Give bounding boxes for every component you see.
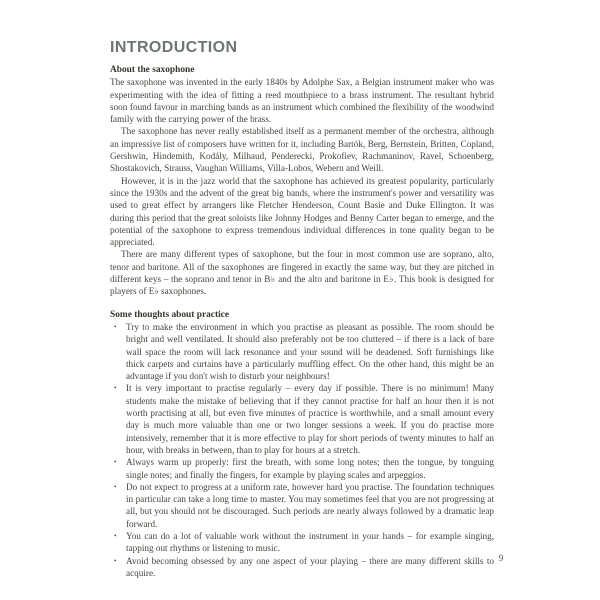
bullet-icon: • [114,458,117,467]
list-item [110,321,494,382]
list-item [110,555,494,580]
section-practice-thoughts [110,309,494,580]
list-item-text: Do not expect to progress at a uniform rate, however hard you practise. The foundation techniques in particular can take a long time to master. You may sometimes feel that you are not progressing at all, but you should not be discouraged. Such periods are nearly always followed by a dramatic leap forward. [126,481,494,529]
paragraph: The saxophone has never really established itself as a permanent member of the orchestra, although an impressive list of composers have written for it, including Bartók, Berg, Bernstein, Britten, Copland, Gershwin, Hindemith, Kodály, Milhaud, Penderecki, Prokofiev, Rachmaninov, Ravel, Schoenberg, Shostakovich, Strauss, Vaughan Williams, Villa-Lobos, Webern and Weill. [110,126,494,174]
section-heading-about-saxophone: About the saxophone [110,65,195,75]
page-title: INTRODUCTION [110,39,238,56]
list-item [110,481,494,530]
list-item-text: Always warm up properly: first the breath, with some long notes; then the tongue, by tonguing single notes; and finally the fingers, for example by playing scales and arpeggios. [126,457,494,480]
list-item [110,456,494,481]
paragraph: There are many different types of saxophone, but the four in most common use are soprano, alto, tenor and baritone. All of the saxophones are fingered in exactly the same way, but they are pitched in different keys – the soprano and tenor in B♭ and the alto and baritone in E♭. This book is designed for players of E♭ saxophones. [110,249,494,297]
page-content [110,40,494,579]
practice-tips-list [110,321,494,579]
paragraph: The saxophone was invented in the early 1840s by Adolphe Sax, a Belgian instrument maker who was experimenting with the idea of fitting a reed mouthpiece to a brass instrument. The resultant hybrid soon found favour in marching bands as an instrument which combined the flexibility of the woodwind family with the carrying power of the brass. [110,77,494,125]
bullet-icon: • [114,531,117,540]
section-about-the-saxophone [110,64,494,298]
bullet-icon: • [114,556,117,565]
page-number: 9 [498,554,504,564]
list-item-text: You can do a lot of valuable work without the instrument in your hands – for example singing, tapping out rhythms or listening to music. [126,530,494,554]
paragraph: However, it is in the jazz world that the saxophone has achieved its greatest popularity, particularly since the 1930s and the advent of the great big bands, where the instrument's power and versatility was used to great effect by arrangers like Fletcher Henderson, Count Basie and Duke Ellington. It was during this period that the great soloists like Johnny Hodges and Benny Carter began to emerge, and the potential of the saxophone to express tremendous individual differences in tone quality began to be appreciated. [110,175,494,248]
list-item-text: Avoid becoming obsessed by any one aspect of your playing – there are many different skills to acquire. [126,555,494,578]
list-item-text: It is very important to practise regularly – every day if possible. There is no minimum! Many students make the mistake of believing that if they cannot practise for half an hour then it is not worth practising at all, but even five minutes of practice is worthwhile, and a small amount every day is much more valuable than one or two longer sessions a week. If you do practise more intensively, remember that it is more effective to play for short periods of twenty minutes to half an hour, with breaks in between, than to play for hours at a stretch. [126,383,494,455]
bullet-icon: • [114,322,117,331]
bullet-icon: • [114,384,117,393]
section-heading-practice: Some thoughts about practice [110,309,230,320]
bullet-icon: • [114,482,117,491]
list-item [110,382,494,456]
list-item-text: Try to make the environment in which you practise as pleasant as possible. The room should be bright and well ventilated. It should also preferably not be too cluttered – if there is a lack of bare wall space the room will lack resonance and your sound will be deadened. Soft furnishings like thick carpets and curtains have a particularly muffling effect. On the other hand, this might be an advantage if you don't wish to disturb your neighbours! [126,321,494,382]
list-item [110,530,494,555]
